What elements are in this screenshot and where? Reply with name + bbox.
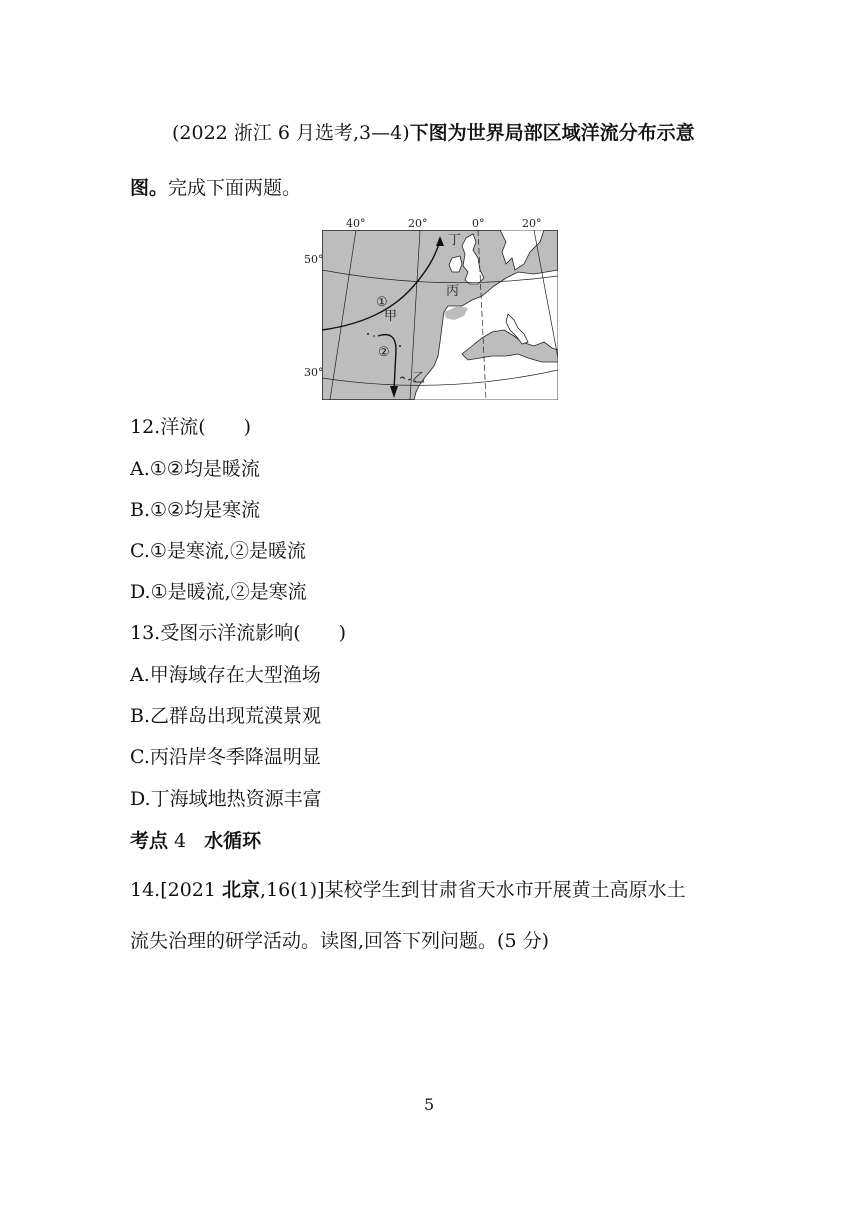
q14-line-2: 流失治理的研学活动。读图,回答下列问题。(5 分) — [130, 930, 549, 952]
place-label-yi: 乙 — [412, 371, 426, 386]
section-number: 4 — [174, 830, 187, 852]
page-number: 5 — [424, 1095, 435, 1114]
q12-option-d: D.①是暖流,②是寒流 — [130, 581, 307, 603]
longitude-label-20w: 20° — [408, 217, 428, 230]
q12-option-b: B.①②均是寒流 — [130, 499, 261, 521]
q13-stem: 13.受图示洋流影响( ) — [130, 622, 347, 644]
longitude-label-20e: 20° — [522, 217, 542, 230]
q12-option-a: A.①②均是暖流 — [130, 458, 260, 480]
q13-option-b: B.乙群岛出现荒漠景观 — [130, 705, 322, 727]
q14-source: 北京 — [222, 879, 261, 901]
intro-text-1: 下图为世界局部区域洋流分布示意 — [409, 122, 695, 144]
intro-source: (2022 浙江 6 月选考,3—4) — [172, 122, 410, 144]
section-heading — [130, 829, 261, 853]
longitude-label-0: 0° — [472, 217, 485, 230]
q14-line-1-rest: ,16(1)]某校学生到甘肃省天水市开展黄土高原水土 — [260, 879, 686, 901]
q13-option-a: A.甲海域存在大型渔场 — [130, 664, 321, 686]
section-label: 考点 — [130, 830, 169, 852]
q13-option-d: D.丁海域地热资源丰富 — [130, 788, 322, 810]
intro-line-1 — [172, 121, 695, 145]
place-label-ding: 丁 — [448, 233, 462, 248]
ocean-current-map — [304, 217, 558, 400]
longitude-label-40w: 40° — [346, 217, 366, 230]
q14-prefix: 14.[2021 — [130, 879, 223, 901]
place-label-jia: 甲 — [384, 309, 398, 324]
current-label-2: ② — [378, 345, 390, 360]
madeira-dot — [399, 345, 401, 347]
intro-text-2: 完成下面两题。 — [168, 177, 302, 199]
map-graphic — [322, 230, 558, 400]
intro-text-2-bold: 图。 — [130, 177, 169, 199]
azores-dot — [367, 333, 369, 335]
q12-option-c: C.①是寒流,②是暖流 — [130, 540, 306, 562]
azores-dot — [373, 335, 375, 337]
q13-option-c: C.丙沿岸冬季降温明显 — [130, 746, 321, 768]
q12-stem: 12.洋流( ) — [130, 416, 252, 438]
section-title: 水循环 — [204, 830, 262, 852]
place-label-bing: 丙 — [446, 284, 460, 299]
latitude-label-50: 50° — [304, 253, 324, 266]
latitude-label-30: 30° — [304, 366, 324, 379]
current-label-1: ① — [376, 295, 388, 310]
intro-line-2 — [130, 176, 301, 200]
q14-line-1 — [130, 878, 686, 902]
